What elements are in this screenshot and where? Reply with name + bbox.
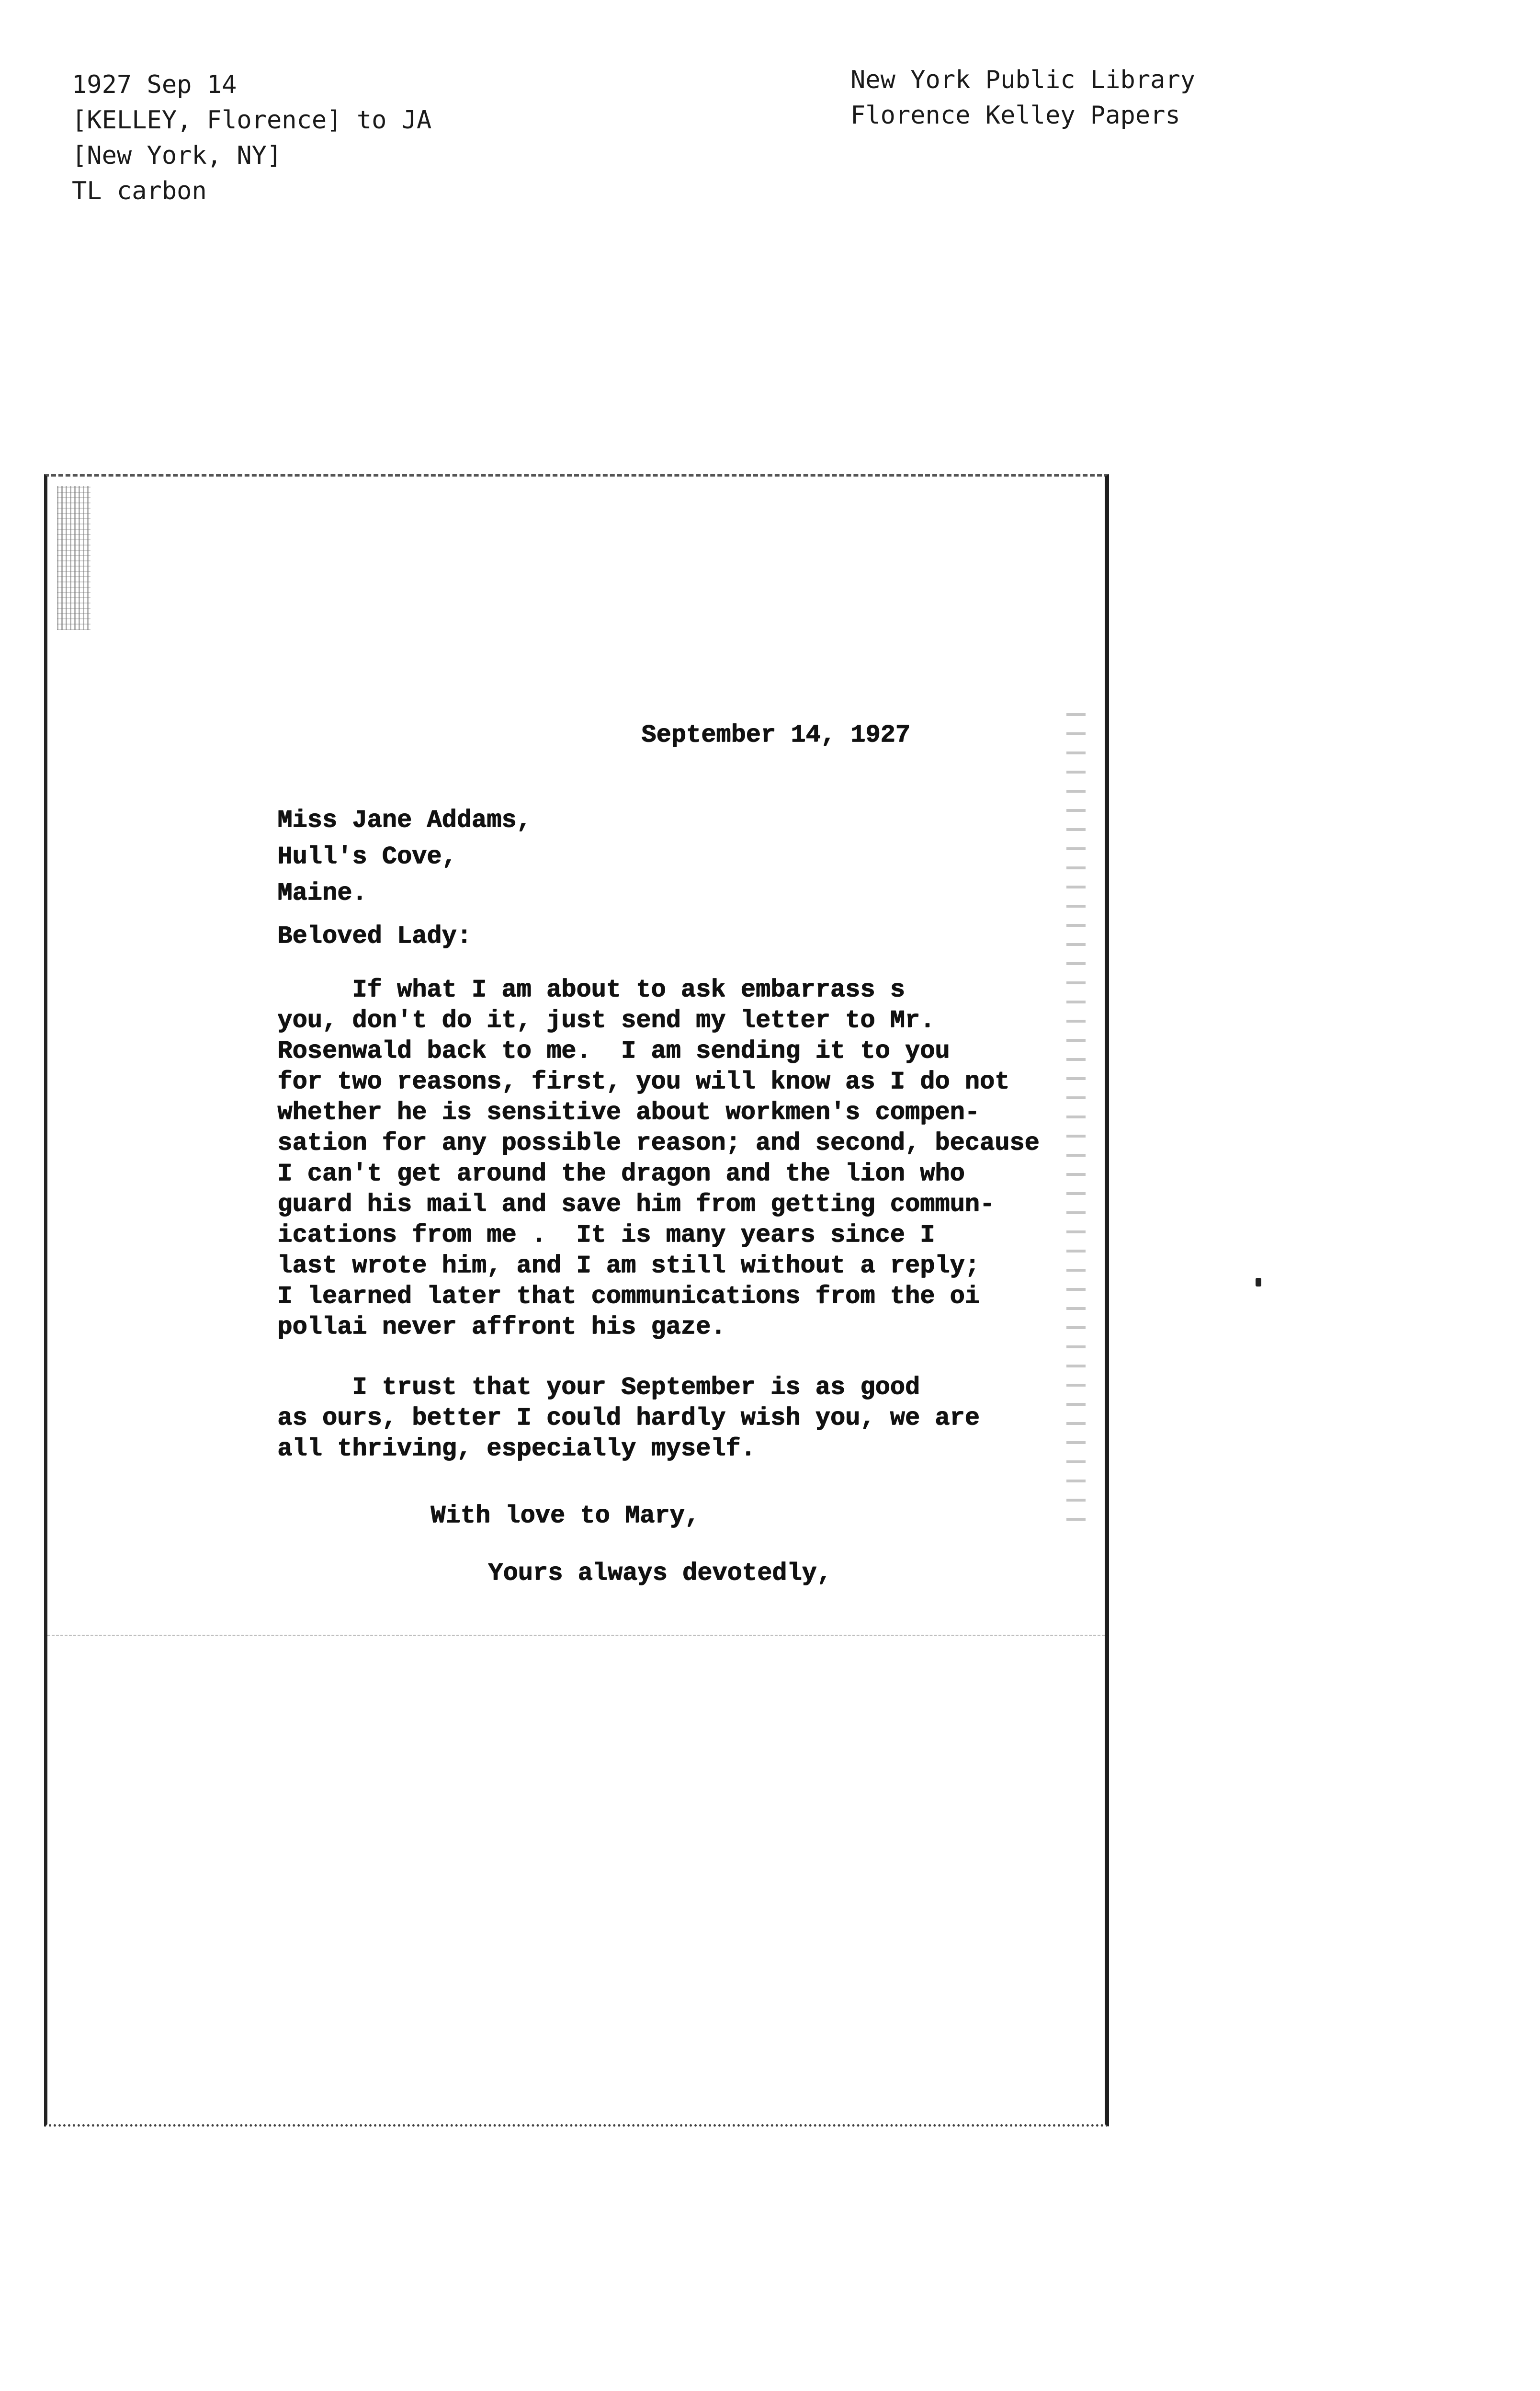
paragraph-line: I trust that your September is as good <box>277 1373 920 1401</box>
paragraph-line: I learned later that communications from the oi <box>277 1282 980 1310</box>
carbon-copy-sheet <box>44 474 1109 2127</box>
metadata-document-type: TL carbon <box>72 177 207 205</box>
letter-paragraph-2 <box>277 1372 980 1464</box>
metadata-repository: New York Public Library <box>850 66 1196 94</box>
metadata-correspondents: [KELLEY, Florence] to JA <box>72 106 432 135</box>
paragraph-line: as ours, better I could hardly wish you, we are <box>277 1404 980 1432</box>
paragraph-line: all thriving, especially myself. <box>277 1435 756 1463</box>
paragraph-line: whether he is sensitive about workmen's compen- <box>277 1098 980 1127</box>
paragraph-line: Rosenwald back to me. I am sending it to you <box>277 1037 950 1065</box>
paragraph-line: last wrote him, and I am still without a reply; <box>277 1252 980 1280</box>
paragraph-line: guard his mail and save him from getting commun- <box>277 1190 995 1218</box>
archive-metadata-left <box>72 67 431 209</box>
address-line: Hull's Cove, <box>277 843 457 871</box>
letter-salutation: Beloved Lady: <box>277 922 472 950</box>
metadata-date: 1927 Sep 14 <box>72 70 237 99</box>
letter-closing-greeting: With love to Mary, <box>430 1502 700 1530</box>
address-line: Maine. <box>277 879 367 907</box>
paragraph-line: you, don't do it, just send my letter to Mr. <box>277 1006 935 1035</box>
stray-ink-mark <box>1256 1278 1261 1287</box>
letter-valediction: Yours always devotedly, <box>488 1559 832 1587</box>
paragraph-line: pollai never affront his gaze. <box>277 1313 726 1341</box>
metadata-collection: Florence Kelley Papers <box>850 101 1180 130</box>
paragraph-line: ications from me . It is many years since I <box>277 1221 935 1249</box>
metadata-place: [New York, NY] <box>72 141 282 170</box>
typewritten-letter <box>47 477 1105 2124</box>
paragraph-line: I can't get around the dragon and the lion who <box>277 1160 965 1188</box>
address-line: Miss Jane Addams, <box>277 806 532 834</box>
recipient-address <box>277 802 532 911</box>
archive-metadata-right <box>850 62 1195 133</box>
letter-paragraph-1 <box>277 975 1039 1343</box>
paragraph-line: sation for any possible reason; and second, because <box>277 1129 1040 1157</box>
letter-date: September 14, 1927 <box>641 721 910 749</box>
paragraph-line: If what I am about to ask embarrass s <box>277 976 905 1004</box>
paragraph-line: for two reasons, first, you will know as I do not <box>277 1068 1010 1096</box>
